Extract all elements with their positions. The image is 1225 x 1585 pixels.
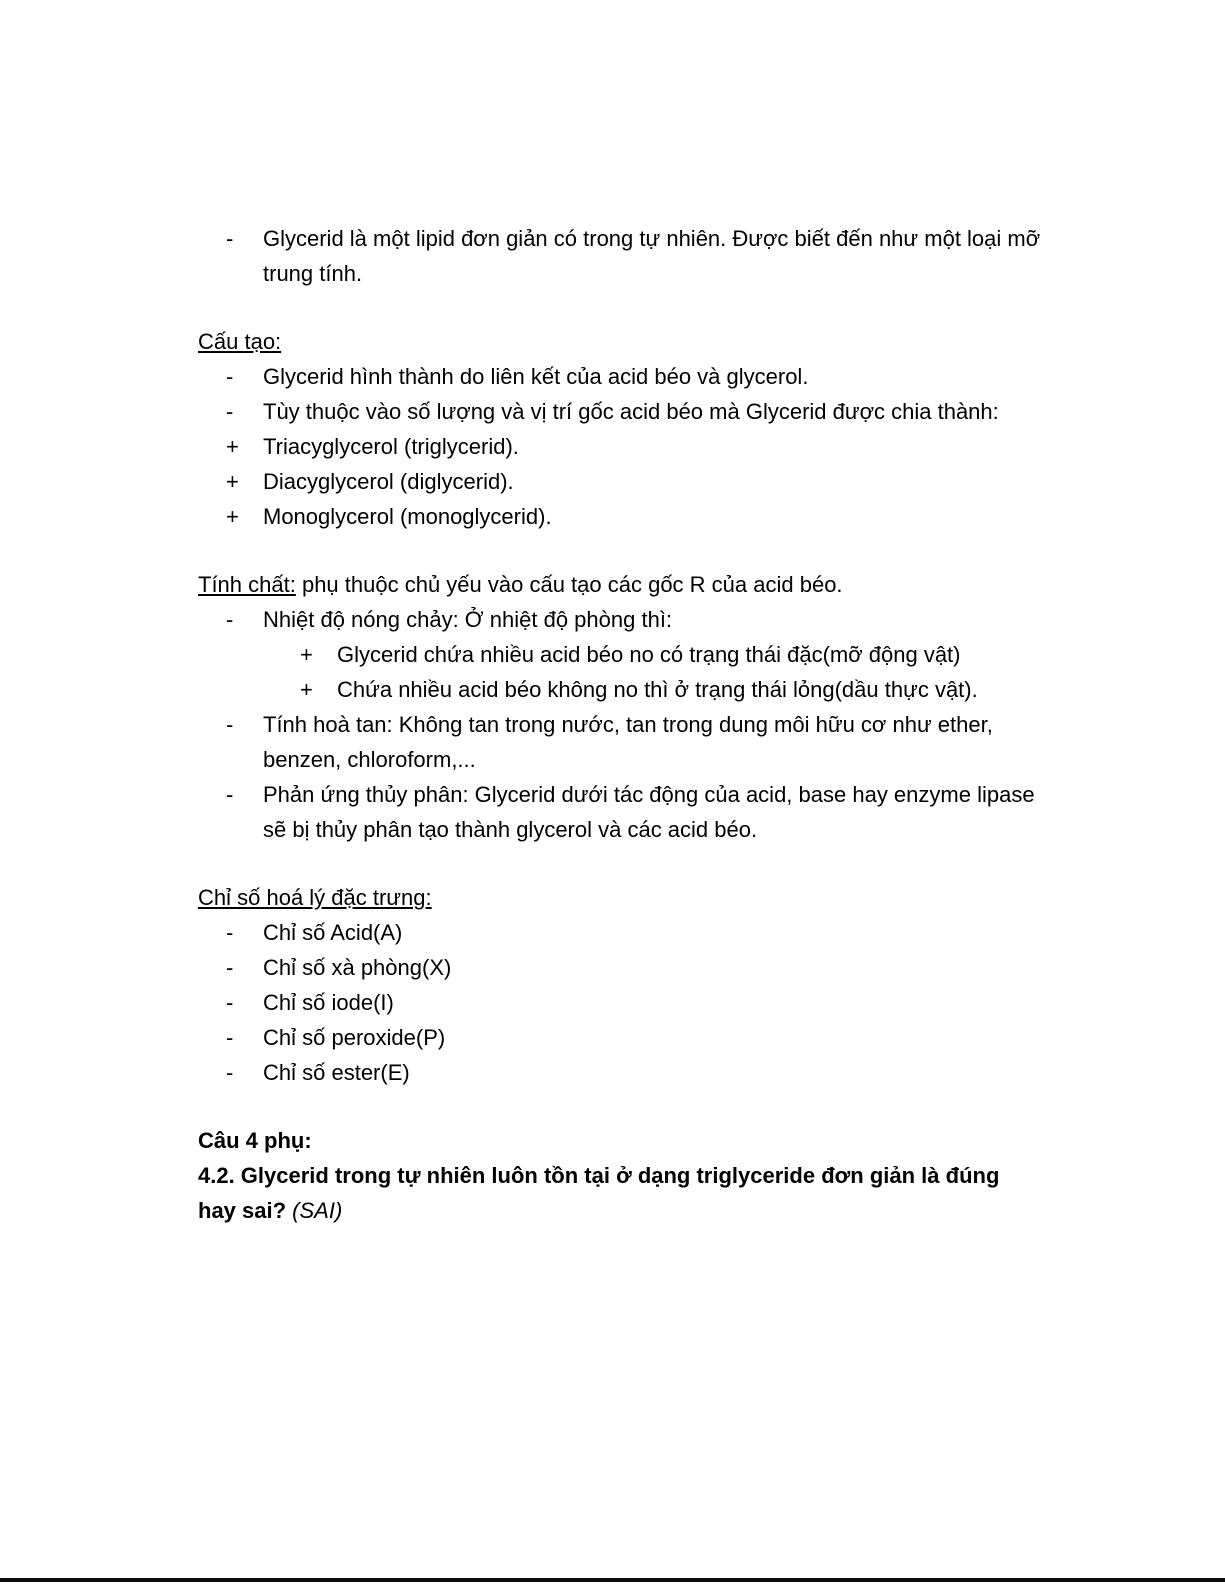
plus-marker: + [300,642,313,667]
section-heading-chi-so [198,880,1041,915]
bullet-marker: - [226,399,234,424]
list-item [198,1055,1041,1090]
list-item-text: Diacyglycerol (diglycerid). [263,469,514,494]
list-item [198,499,1041,534]
nested-list-item [198,672,1041,707]
list-item [198,221,1041,291]
bullet-marker: - [226,955,234,980]
heading-inline-text: phụ thuộc chủ yếu vào cấu tạo các gốc R của acid béo. [295,572,843,597]
list-item-text: Chỉ số Acid(A) [263,920,403,945]
section-heading-text: Chỉ số hoá lý đặc trưng: [198,885,432,910]
list-item-text: Chỉ số xà phòng(X) [263,955,452,980]
list-item [198,950,1041,985]
bullet-marker: - [226,712,234,737]
plus-marker: + [226,504,239,529]
list-item-text: Glycerid chứa nhiều acid béo no có trạng thái đặc(mỡ động vật) [337,642,961,667]
list-item-text: Tùy thuộc vào số lượng và vị trí gốc acid béo mà Glycerid được chia thành: [263,399,999,424]
list-item-text: Phản ứng thủy phân: Glycerid dưới tác động của acid, base hay enzyme lipase sẽ bị thủy phân tạo thành glycerol và các acid béo. [263,782,1035,842]
list-item-text: Glycerid hình thành do liên kết của acid béo và glycerol. [263,364,809,389]
list-item-text: Glycerid là một lipid đơn giản có trong tự nhiên. Được biết đến như một loại mỡ trung tính. [263,226,1041,286]
list-item-text: Chỉ số ester(E) [263,1060,410,1085]
section-heading-tinh-chat [198,567,1041,602]
bullet-marker: - [226,920,234,945]
list-item [198,394,1041,429]
blank-line [198,291,1041,324]
bullet-marker: - [226,1060,234,1085]
list-item-text: Tính hoà tan: Không tan trong nước, tan trong dung môi hữu cơ như ether, benzen, chloroform,... [263,712,993,772]
question-paragraph [198,1158,1041,1228]
bullet-marker: - [226,607,234,632]
list-item [198,464,1041,499]
list-item-text: Triacyglycerol (triglycerid). [263,434,519,459]
plus-marker: + [226,434,239,459]
blank-line [198,1090,1041,1123]
page-break-line [0,1578,1225,1582]
list-item [198,915,1041,950]
list-item-text: Chỉ số peroxide(P) [263,1025,446,1050]
list-item [198,777,1041,847]
bullet-marker: - [226,364,234,389]
list-item-text: Nhiệt độ nóng chảy: Ở nhiệt độ phòng thì: [263,607,673,632]
list-item [198,429,1041,464]
list-item [198,359,1041,394]
list-item [198,1020,1041,1055]
plus-marker: + [226,469,239,494]
blank-line [198,534,1041,567]
plus-marker: + [300,677,313,702]
list-item [198,985,1041,1020]
section-heading-text: Cấu tạo: [198,329,282,354]
list-item [198,707,1041,777]
blank-line [198,847,1041,880]
list-item-text: Chứa nhiều acid béo không no thì ở trạng thái lỏng(dầu thực vật). [337,677,978,702]
bullet-marker: - [226,782,234,807]
section-heading-cau-tao [198,324,1041,359]
bullet-marker: - [226,1025,234,1050]
question-label: Câu 4 phụ: [198,1128,312,1153]
question-text: 4.2. Glycerid trong tự nhiên luôn tồn tại ở dạng triglyceride đơn giản là đúng hay sai? [198,1163,1000,1223]
nested-list-item [198,637,1041,672]
section-heading-text: Tính chất: [198,572,296,597]
list-item [198,602,1041,637]
list-item-text: Monoglycerol (monoglycerid). [263,504,552,529]
list-item-text: Chỉ số iode(I) [263,990,394,1015]
bullet-marker: - [226,226,234,251]
document-content [198,221,1041,1228]
bullet-marker: - [226,990,234,1015]
answer-text: (SAI) [286,1198,343,1223]
